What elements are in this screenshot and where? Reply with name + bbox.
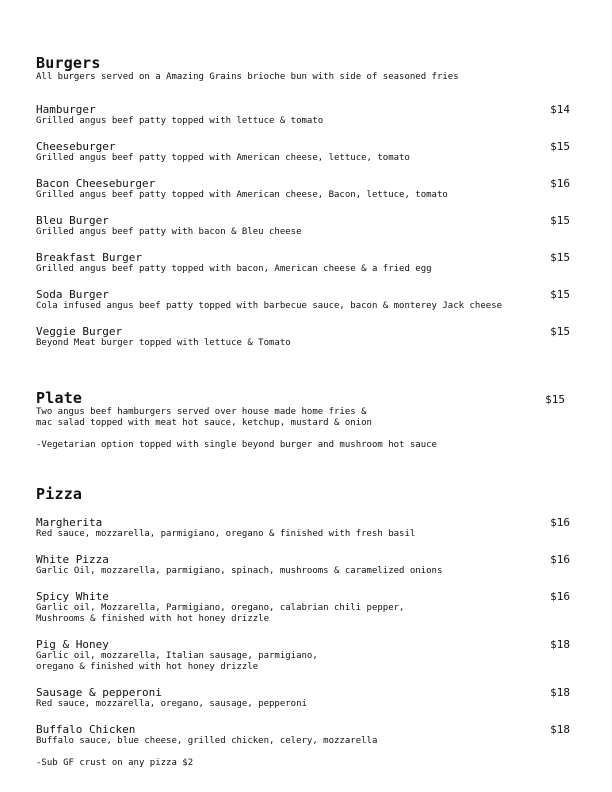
item-description: Red sauce, mozzarella, oregano, sausage, pepperoni <box>36 699 307 709</box>
section-title-plate: Plate <box>36 389 83 407</box>
menu-item <box>36 516 570 540</box>
item-price: $16 <box>550 590 570 603</box>
item-name: Cheeseburger <box>36 140 116 153</box>
item-name: Pig & Honey <box>36 638 109 651</box>
item-name: Margherita <box>36 516 103 529</box>
item-price: $18 <box>550 638 570 651</box>
item-description: Garlic Oil, mozzarella, parmigiano, spinach, mushrooms & caramelized onions <box>36 566 443 576</box>
item-name: Hamburger <box>36 103 96 116</box>
item-description: Garlic oil, mozzarella, Italian sausage, parmigiano, oregano & finished with hot honey drizzle <box>36 651 318 672</box>
item-name: Buffalo Chicken <box>36 723 136 736</box>
item-price: $15 <box>550 251 570 264</box>
item-price: $16 <box>550 553 570 566</box>
item-price: $15 <box>550 288 570 301</box>
menu-item <box>36 686 570 710</box>
menu-item <box>36 325 570 349</box>
section-title-pizza: Pizza <box>36 485 83 503</box>
item-description: Beyond Meat burger topped with lettuce & Tomato <box>36 338 291 348</box>
item-name: Sausage & pepperoni <box>36 686 162 699</box>
item-description: Grilled angus beef patty topped with bacon, American cheese & a fried egg <box>36 264 432 274</box>
item-price: $15 <box>550 325 570 338</box>
item-description: Grilled angus beef patty topped with lettuce & tomato <box>36 116 324 126</box>
burgers-subtitle: All burgers served on a Amazing Grains brioche bun with side of seasoned fries <box>36 72 459 82</box>
item-price: $15 <box>550 140 570 153</box>
menu-item <box>36 288 570 312</box>
menu-item <box>36 723 570 747</box>
item-description: Grilled angus beef patty with bacon & Bleu cheese <box>36 227 302 237</box>
menu-item <box>36 177 570 201</box>
item-name: Bleu Burger <box>36 214 109 227</box>
item-name: Spicy White <box>36 590 109 603</box>
burgers-list <box>36 103 570 349</box>
item-name: Veggie Burger <box>36 325 123 338</box>
item-name: Breakfast Burger <box>36 251 142 264</box>
section-title-burgers: Burgers <box>36 54 101 72</box>
item-price: $18 <box>550 723 570 736</box>
menu-item <box>36 140 570 164</box>
menu-item <box>36 638 570 673</box>
pizza-note: -Sub GF crust on any pizza $2 <box>36 758 194 768</box>
item-description: Grilled angus beef patty topped with American cheese, Bacon, lettuce, tomato <box>36 190 448 200</box>
pizza-list <box>36 516 570 747</box>
item-description: Garlic oil, Mozzarella, Parmigiano, oregano, calabrian chili pepper, Mushrooms & finished with hot honey drizzle <box>36 603 405 624</box>
menu-item <box>36 103 570 127</box>
item-price: $16 <box>550 516 570 529</box>
item-price: $16 <box>550 177 570 190</box>
menu-item <box>36 251 570 275</box>
item-name: Bacon Cheeseburger <box>36 177 156 190</box>
menu-item <box>36 553 570 577</box>
plate-note: -Vegetarian option topped with single beyond burger and mushroom hot sauce <box>36 440 437 450</box>
item-price: $18 <box>550 686 570 699</box>
plate-price: $15 <box>545 393 565 406</box>
item-description: Buffalo sauce, blue cheese, grilled chicken, celery, mozzarella <box>36 736 378 746</box>
burgers-section <box>36 54 570 349</box>
plate-section <box>36 389 570 451</box>
item-name: White Pizza <box>36 553 109 566</box>
pizza-section <box>36 485 570 769</box>
item-price: $14 <box>550 103 570 116</box>
item-name: Soda Burger <box>36 288 109 301</box>
menu-item <box>36 214 570 238</box>
item-description: Cola infused angus beef patty topped with barbecue sauce, bacon & monterey Jack cheese <box>36 301 502 311</box>
item-description: Grilled angus beef patty topped with American cheese, lettuce, tomato <box>36 153 410 163</box>
plate-description: Two angus beef hamburgers served over house made home fries & mac salad topped with meat hot sauce, ketchup, mustard & onion <box>36 407 372 428</box>
item-price: $15 <box>550 214 570 227</box>
item-description: Red sauce, mozzarella, parmigiano, oregano & finished with fresh basil <box>36 529 416 539</box>
menu-item <box>36 590 570 625</box>
menu-page <box>36 54 570 769</box>
plate-header <box>36 389 570 407</box>
